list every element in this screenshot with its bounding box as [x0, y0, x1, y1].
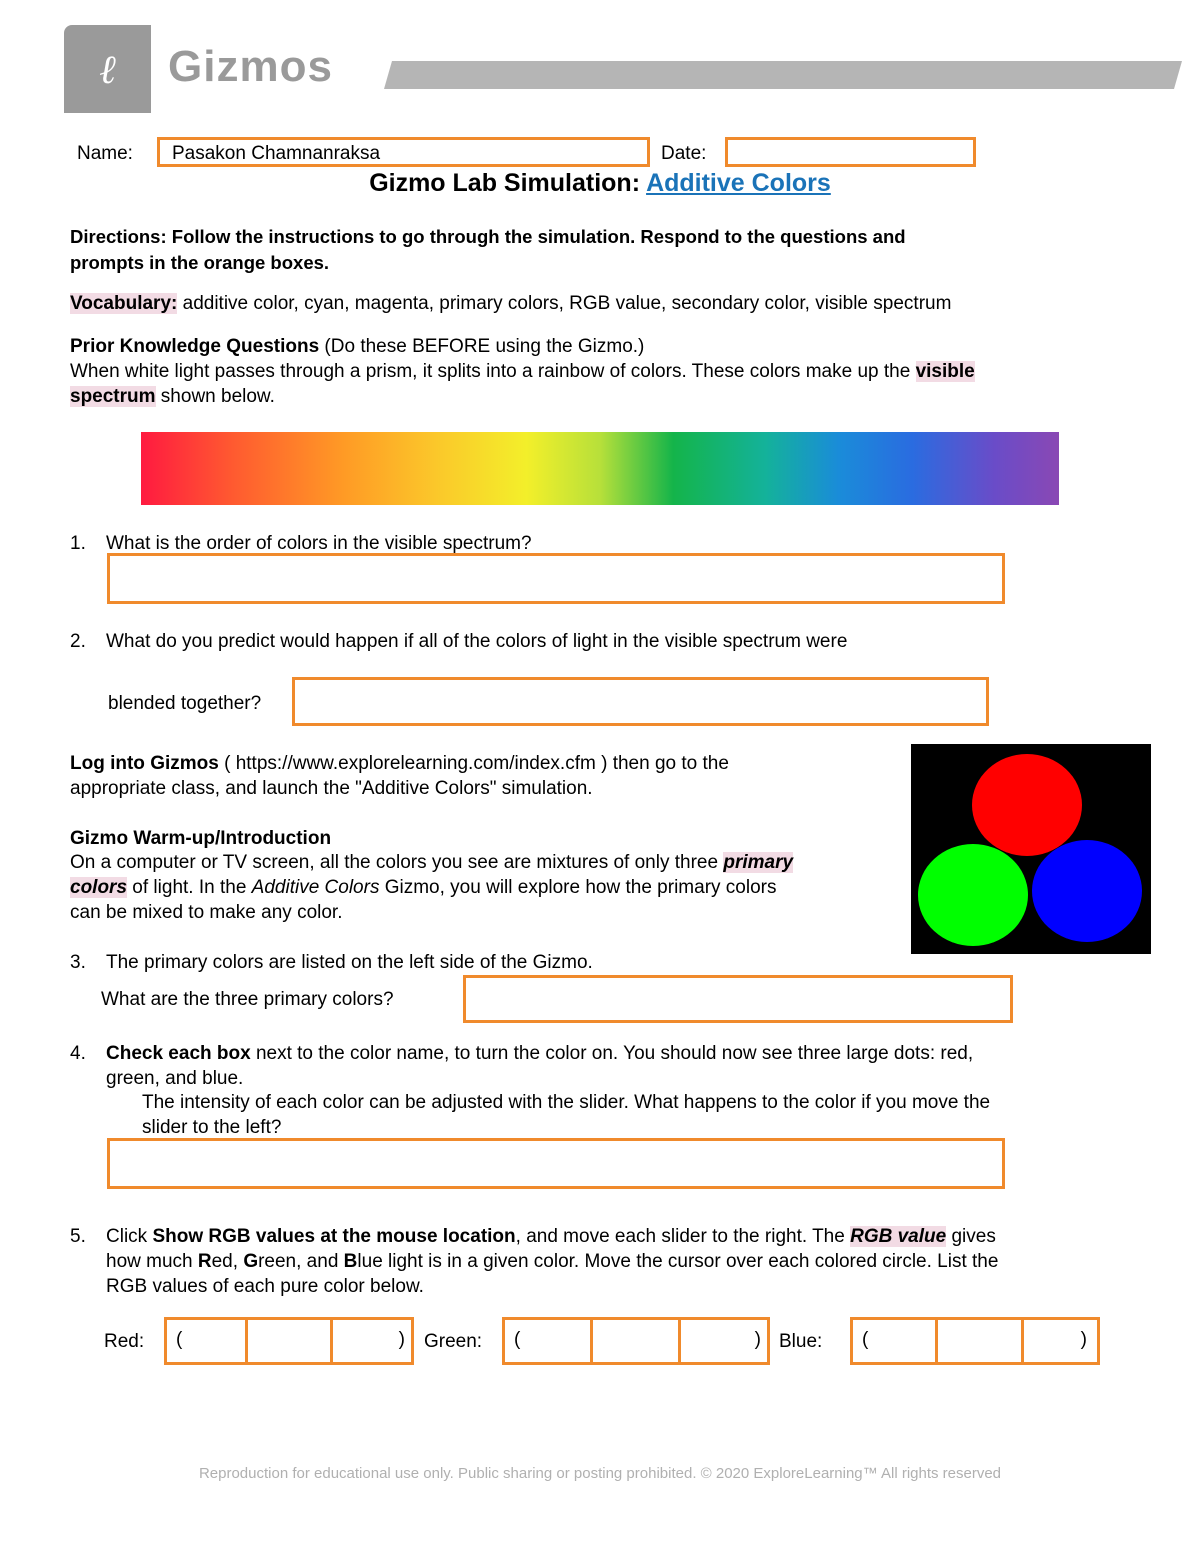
warmup-line-2-b: Gizmo, you will explore how the primary colors [379, 877, 777, 898]
warmup-line-2 [70, 877, 776, 899]
q5-post: gives [946, 1226, 996, 1247]
blue-circle [1032, 840, 1142, 942]
q4-answer-box[interactable] [107, 1138, 1005, 1189]
q5-term-rgb-value: RGB value [850, 1226, 947, 1247]
q4-line-3: The intensity of each color can be adjusted with the slider. What happens to the color if you move the [142, 1092, 991, 1113]
q5-bold: Show RGB values at the mouse location [152, 1226, 516, 1247]
q5-line-3: RGB values of each pure color below. [106, 1276, 424, 1297]
logo-text: Gizmos [168, 42, 333, 91]
name-label: Name: [77, 143, 133, 164]
green-label: Green: [424, 1331, 483, 1352]
gizmos-logo [64, 25, 151, 113]
q5-number: 5. [70, 1226, 86, 1247]
q5-letter-g: G [243, 1251, 259, 1272]
prior-heading [70, 336, 644, 358]
blue-close-paren: ) [1080, 1329, 1087, 1350]
q5-mid: , and move each slider to the right. The [515, 1226, 851, 1247]
q2-continuation: blended together? [108, 693, 262, 714]
date-field[interactable] [725, 137, 976, 167]
warmup-term-primary: primary [723, 852, 794, 873]
red-label: Red: [104, 1331, 145, 1352]
title-link[interactable]: Additive Colors [646, 169, 831, 197]
login-line-2: appropriate class, and launch the "Additive Colors" simulation. [70, 778, 593, 799]
warmup-line-1 [70, 852, 793, 874]
blue-open-paren: ( [862, 1329, 869, 1350]
prior-line-2 [70, 386, 275, 408]
q1-text: What is the order of colors in the visible spectrum? [106, 533, 532, 554]
red-open-paren: ( [176, 1329, 183, 1350]
q5-line-2-a: how much [106, 1251, 198, 1272]
header-bar [384, 61, 1182, 89]
warmup-line-1-text: On a computer or TV screen, all the colors you see are mixtures of only three [70, 852, 724, 873]
q4-bold: Check each box [106, 1043, 251, 1064]
q5-letter-b: B [343, 1251, 358, 1272]
q4-line-2: green, and blue. [106, 1068, 244, 1089]
warmup-heading: Gizmo Warm-up/Introduction [70, 828, 332, 849]
q4-line-1-text: next to the color name, to turn the color on. You should now see three large dots: red, [250, 1043, 974, 1064]
q4-line-4: slider to the left? [142, 1117, 282, 1138]
q4-line-1 [106, 1043, 973, 1065]
red-rgb-divider-1 [245, 1320, 248, 1362]
vocabulary-text: additive color, cyan, magenta, primary colors, RGB value, secondary color, visible spectrum [177, 293, 952, 314]
q2-answer-box[interactable] [292, 677, 989, 726]
visible-spectrum-image [141, 432, 1059, 505]
blue-rgb-divider-1 [935, 1320, 938, 1362]
red-close-paren: ) [398, 1329, 405, 1350]
prior-line-1-text: When white light passes through a prism, it splits into a rainbow of colors. These colors make up the [70, 361, 916, 382]
name-value: Pasakon Chamnanraksa [172, 143, 381, 164]
login-text: ( https://www.explorelearning.com/index.cfm ) then go to the [218, 753, 729, 774]
q5-line-2-d: lue light is in a given color. Move the cursor over each colored circle. List the [357, 1251, 999, 1272]
vocabulary-label: Vocabulary: [70, 293, 178, 314]
warmup-line-2-a: of light. In the [127, 877, 252, 898]
vocabulary [70, 293, 951, 315]
q1-answer-box[interactable] [107, 553, 1005, 604]
green-open-paren: ( [514, 1329, 521, 1350]
explorelearning-logo-icon: ℓ [99, 46, 116, 93]
q3-number: 3. [70, 952, 86, 973]
login-bold: Log into Gizmos [70, 753, 219, 774]
q5-line-2 [106, 1251, 998, 1273]
prior-heading-note: (Do these BEFORE using the Gizmo.) [319, 336, 645, 357]
green-rgb-divider-1 [590, 1320, 593, 1362]
green-close-paren: ) [754, 1329, 761, 1350]
prior-term-spectrum: spectrum [70, 386, 156, 407]
q1-number: 1. [70, 533, 86, 554]
green-rgb-box[interactable] [502, 1317, 770, 1365]
green-rgb-divider-2 [678, 1320, 681, 1362]
red-circle [972, 754, 1082, 856]
q2-text: What do you predict would happen if all of the colors of light in the visible spectrum were [106, 631, 848, 652]
q2-number: 2. [70, 631, 86, 652]
prior-term-visible: visible [915, 361, 975, 382]
q5-line-1 [106, 1226, 996, 1248]
blue-label: Blue: [779, 1331, 823, 1352]
prior-heading-text: Prior Knowledge Questions [70, 336, 320, 357]
red-rgb-box[interactable] [164, 1317, 414, 1365]
q5-line-2-c: reen, and [258, 1251, 344, 1272]
warmup-line-3: can be mixed to make any color. [70, 902, 343, 923]
q5-pre: Click [106, 1226, 153, 1247]
name-field[interactable] [157, 137, 650, 167]
q4-number: 4. [70, 1043, 86, 1064]
blue-rgb-divider-2 [1021, 1320, 1024, 1362]
directions-line-1: Directions: Follow the instructions to go through the simulation. Respond to the questions and [70, 226, 906, 247]
q3-answer-box[interactable] [463, 975, 1013, 1023]
login-line-1 [70, 753, 729, 775]
q5-letter-r: R [197, 1251, 212, 1272]
red-rgb-divider-2 [330, 1320, 333, 1362]
q3-subtext: What are the three primary colors? [101, 989, 394, 1010]
page-title [0, 169, 1200, 198]
q5-line-2-b: ed, [211, 1251, 244, 1272]
prior-line-2-text: shown below. [155, 386, 275, 407]
warmup-term-colors: colors [70, 877, 128, 898]
additive-circles-image [911, 744, 1151, 954]
directions-line-2: prompts in the orange boxes. [70, 252, 330, 273]
prior-line-1 [70, 361, 975, 383]
blue-rgb-box[interactable] [850, 1317, 1100, 1365]
q3-text: The primary colors are listed on the left side of the Gizmo. [106, 952, 593, 973]
date-label: Date: [661, 143, 707, 164]
title-prefix: Gizmo Lab Simulation: [369, 169, 641, 197]
footer-copyright: Reproduction for educational use only. Public sharing or posting prohibited. © 2020 ExploreLearning™ All rights reserved [198, 1465, 1002, 1482]
warmup-line-2-italic: Additive Colors [251, 877, 380, 898]
green-circle [918, 844, 1028, 946]
